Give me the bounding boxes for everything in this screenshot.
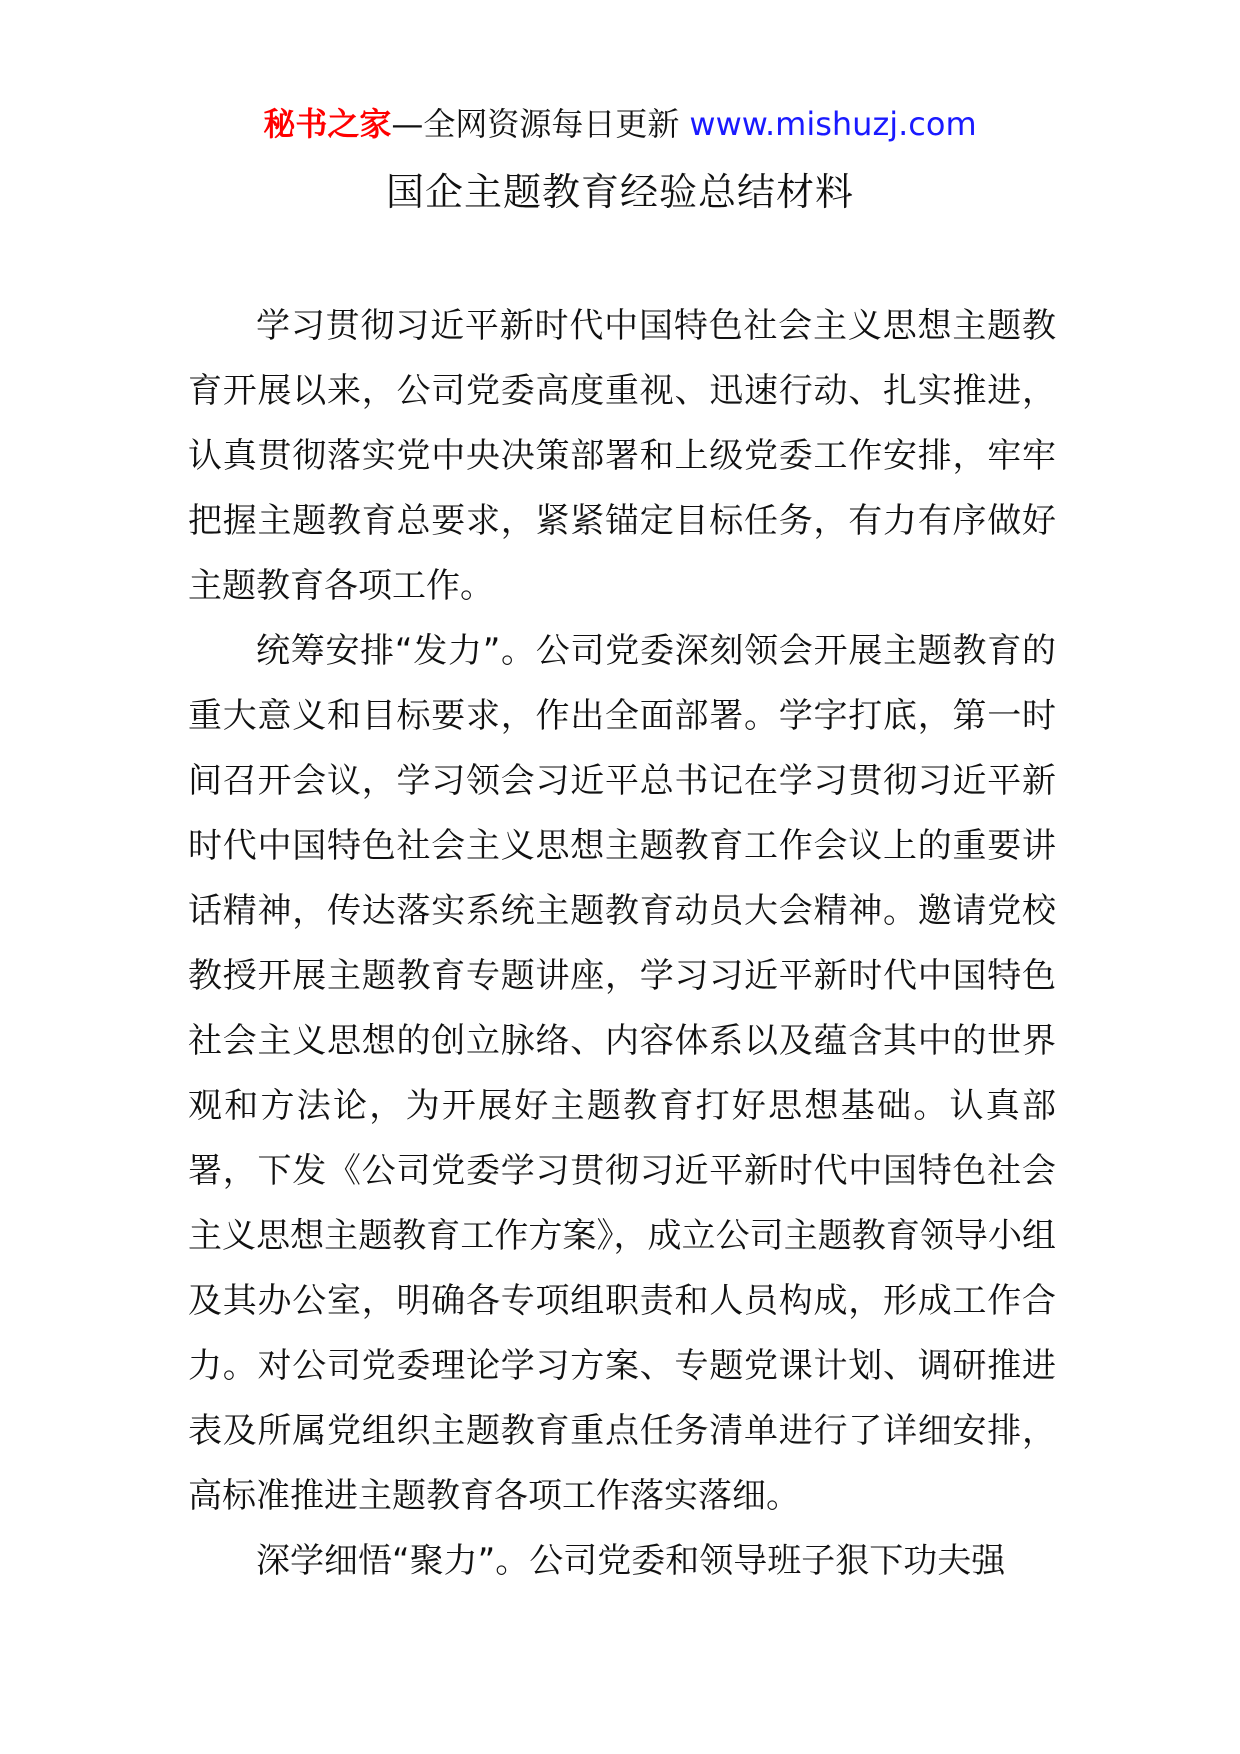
site-link[interactable]: www.mishuzj.com <box>689 105 977 143</box>
site-tagline: —全网资源每日更新 <box>391 105 680 143</box>
paragraph: 统筹安排“发力”。公司党委深刻领会开展主题教育的重大意义和目标要求，作出全面部署。学字打底，第一时间召开会议，学习领会习近平总书记在学习贯彻习近平新时代中国特色社会主义思想主题教育工作会议上的重要讲话精神，传达落实系统主题教育动员大会精神。邀请党校教授开展主题教育专题讲座，学习习近平新时代中国特色社会主义思想的创立脉络、内容体系以及蕴含其中的世界观和方法论，为开展好主题教育打好思想基础。认真部署，下发《公司党委学习贯彻习近平新时代中国特色社会主义思想主题教育工作方案》，成立公司主题教育领导小组及其办公室，明确各专项组职责和人员构成，形成工作合力。对公司党委理论学习方案、专题党课计划、调研推进表及所属党组织主题教育重点任务清单进行了详细安排，高标准推进主题教育各项工作落实落细。 <box>188 631 1056 1516</box>
site-header <box>0 100 1240 148</box>
document-title: 国企主题教育经验总结材料 <box>385 170 854 214</box>
paragraph: 深学细悟“聚力”。公司党委和领导班子狠下功夫强 <box>256 1541 1006 1581</box>
document-body <box>188 294 1056 1594</box>
paragraph: 学习贯彻习近平新时代中国特色社会主义思想主题教育开展以来，公司党委高度重视、迅速行动、扎实推进，认真贯彻落实党中央决策部署和上级党委工作安排，牢牢把握主题教育总要求，紧紧锚定目标任务，有力有序做好主题教育各项工作。 <box>188 306 1056 606</box>
site-brand: 秘书之家 <box>263 105 392 143</box>
